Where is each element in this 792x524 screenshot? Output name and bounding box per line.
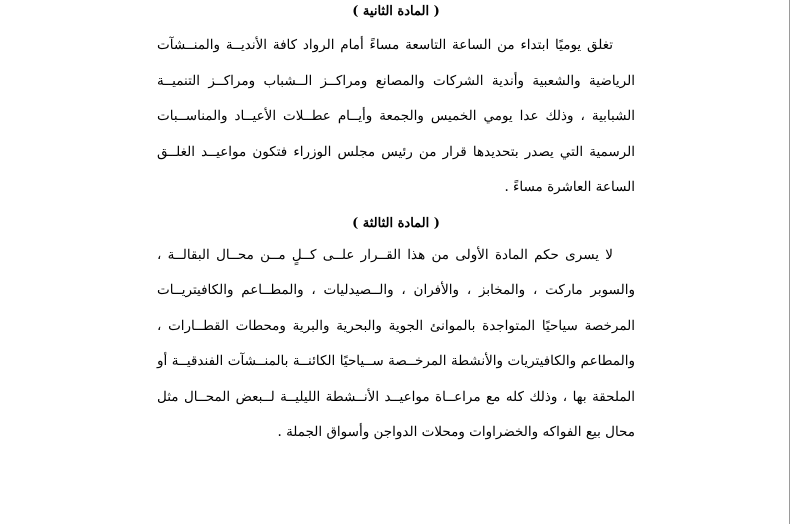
section-3-paragraph: لا يسرى حكم المادة الأولى من هذا القــرار علــى كــلٍ مــن محــال البقالــة ، والسوبر ماركت ، والمخابز ، والأفران ، والــصيدليات ، والمطــاعم والكافيتريــات المرخصة سياحيًا المتواجدة بالموانئ الجوية والبحرية والبرية ومحطات القطــارات ، والمطاعم والكافيتريات والأنشطة المرخــصة ســياحيًا الكائنــة بالمنــشآت الفندقيــة أو الملحقة بها ، وذلك كله مع مراعــاة مواعيــد الأنــشطة الليليــة لــبعض المحــال مثل محال بيع الفواكه والخضراوات ومحلات الدواجن وأسواق الجملة . xyxy=(157,246,635,440)
section-3-heading: ( المادة الثالثة ) xyxy=(352,215,440,231)
section-2-heading: ( المادة الثانية ) xyxy=(352,4,440,19)
section-2-paragraph: تغلق يوميًا ابتداء من الساعة التاسعة مساءً أمام الرواد كافة الأنديــة والمنــشآت الرياضية والشعبية وأندية الشركات والمصانع ومراكــز الــشباب ومراكــز التنميــة الشبابية ، وذلك عدا يومي الخميس والجمعة وأيــام عطــلات الأعيــاد والمناســبات الرسمية التي يصدر بتحديدها قرار من رئيس مجلس الوزراء فتكون مواعيــد الغلــق الساعة العاشرة مساءً . xyxy=(157,37,635,195)
document-body xyxy=(157,0,635,451)
page-edge-line xyxy=(789,0,790,524)
